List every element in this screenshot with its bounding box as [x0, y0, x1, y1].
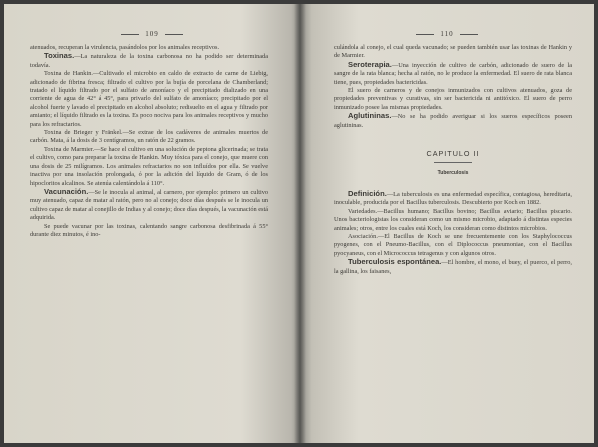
section-heading: Toxinas.: [44, 51, 75, 61]
section-heading: Vacunación.: [44, 186, 89, 196]
section-heading: Seroterapia.: [348, 59, 392, 69]
paragraph: Vacunación.—Se le inocula al animal, al carnero, por ejemplo: primero un cultivo muy atenuado, capaz de matar al ratón, pero no al conejo; doce días después se le inocula un cultivo capaz de matar al conejillo de Indias y al conejo; doce días después, la vacunación está adquirida.: [30, 186, 268, 222]
paragraph: Toxinas.—La naturaleza de la toxina carbonosa no ha podido ser determinada todavía.: [30, 51, 268, 69]
paragraph: Tuberculosis espontánea.—El hombre, el mono, el buey, el puerco, el perro, la gallina, los faisanes,: [334, 257, 573, 275]
book-gutter: [294, 4, 306, 443]
section-heading: Definición.: [348, 188, 387, 198]
book-spread: [4, 4, 594, 443]
paragraph: Toxina de Hankin.—Cultivado el microbio en caldo de extracto de carne de Liebig, adicionado de fibrina fresca; filtrado el cultivo por la bujía de porcelana de Chamberland; tratado el líquido filtrado por el sulfato de amoníaco y el precipitado dializado en una corriente de agua de 42° á 45°, para privarlo del sulfato de amoníaco; precipitado por el alcohol fuerte y lavado el precipitado en alcohol absoluto; redisuelto en el agua y filtrado por amianto; el líquido filtrado es la toxina. Es poco nociva para los animales receptivos y mucho para los refractarios.: [30, 70, 268, 128]
right-page-text: [334, 44, 572, 276]
section-heading: Tuberculosis espontánea.: [348, 257, 442, 267]
subsection-label: Toxina de Hankin.: [44, 70, 93, 78]
left-page-text: [30, 44, 268, 239]
paragraph: Seroterapia.—Una inyección de cultivo de carbón, adicionado de suero de la sangre de la rata blanca; hecha al ratón, no le produce la enfermedad. El suero de rata blanca tiene, pues, propiedades bactericidas.: [334, 59, 572, 86]
divider: [434, 162, 472, 163]
page-number: 109: [4, 30, 300, 38]
paragraph: Definición.—La tuberculosis es una enfermedad específica, contagiosa, hereditaria, inoculable, producida por el Bacillus tuberculosis. Descubierto por Koch en 1882.: [334, 188, 572, 207]
left-page: [4, 4, 300, 443]
paragraph: culándola al conejo, el cual queda vacunado; se pueden también usar las toxinas de Hankin y de Marmier.: [334, 44, 572, 60]
paragraph: Toxina de Brieger y Fränkel.—Se extrae de los cadáveres de animales muertos de carbón. Mata, á la dosis de 3 centígramos, un ratón de 22 gramos.: [30, 129, 268, 145]
chapter-subtitle: Tuberculosis: [437, 170, 469, 177]
paragraph: Toxina de Marmier.—Se hace el cultivo en una solución de peptona glicerinada; se trata el cultivo, como para preparar la toxina de Hankin. Muy tóxica para el conejo, que muere con una dosis de 25 milígramos. Los animales refractarios no son influídos por ella. Se vuelve inactiva por una insolación prolongada, ó por la adición del líquido de Gram, ó de los hipocloritos alcalinos. Se atenúa calentándola á 110°.: [30, 145, 268, 187]
page-number: 110: [300, 30, 594, 38]
paragraph: Asociación.—El Bacillus de Koch se une frecuentemente con los Staphylococcus pyogenes, con el Pneumo-Bacillus, con el Diplococcus pneumoniae, con el Bacillus pyocyaneus, con el Micrococcus tetragenus y con algunos otros.: [334, 232, 572, 257]
paragraph: Variedades.—Bacillus humano; Bacillus bovino; Bacillus aviario; Bacillus piscario. Unos bacteriologistas los consideran como un mismo microbio, adaptado á distintas especies animales; otros, entre los cuales está Koch, los consideran como distintos microbios.: [334, 207, 572, 232]
chapter-title: CAPITULO II: [426, 149, 480, 159]
paragraph: Se puede vacunar por las toxinas, calentando sangre carbonosa desfibrinada á 55° durante diez minutos, é ino-: [30, 222, 268, 238]
paragraph: Aglutininas.—No se ha podido averiguar si los sueros específicos poseen aglutininas.: [334, 111, 572, 129]
section-heading: Aglutininas.: [348, 111, 392, 121]
paragraph: atenuados, recuperan la virulencia, pasándolos por los animales receptivos.: [30, 44, 220, 51]
paragraph: El suero de carneros y de conejos inmunizados con cultivos atenuados, goza de propiedades preventivas y curativas, sin ser bactericida ni antitóxico. El suero de perro inmunizado posee las mismas propiedades.: [334, 87, 572, 111]
right-page: [300, 4, 594, 443]
